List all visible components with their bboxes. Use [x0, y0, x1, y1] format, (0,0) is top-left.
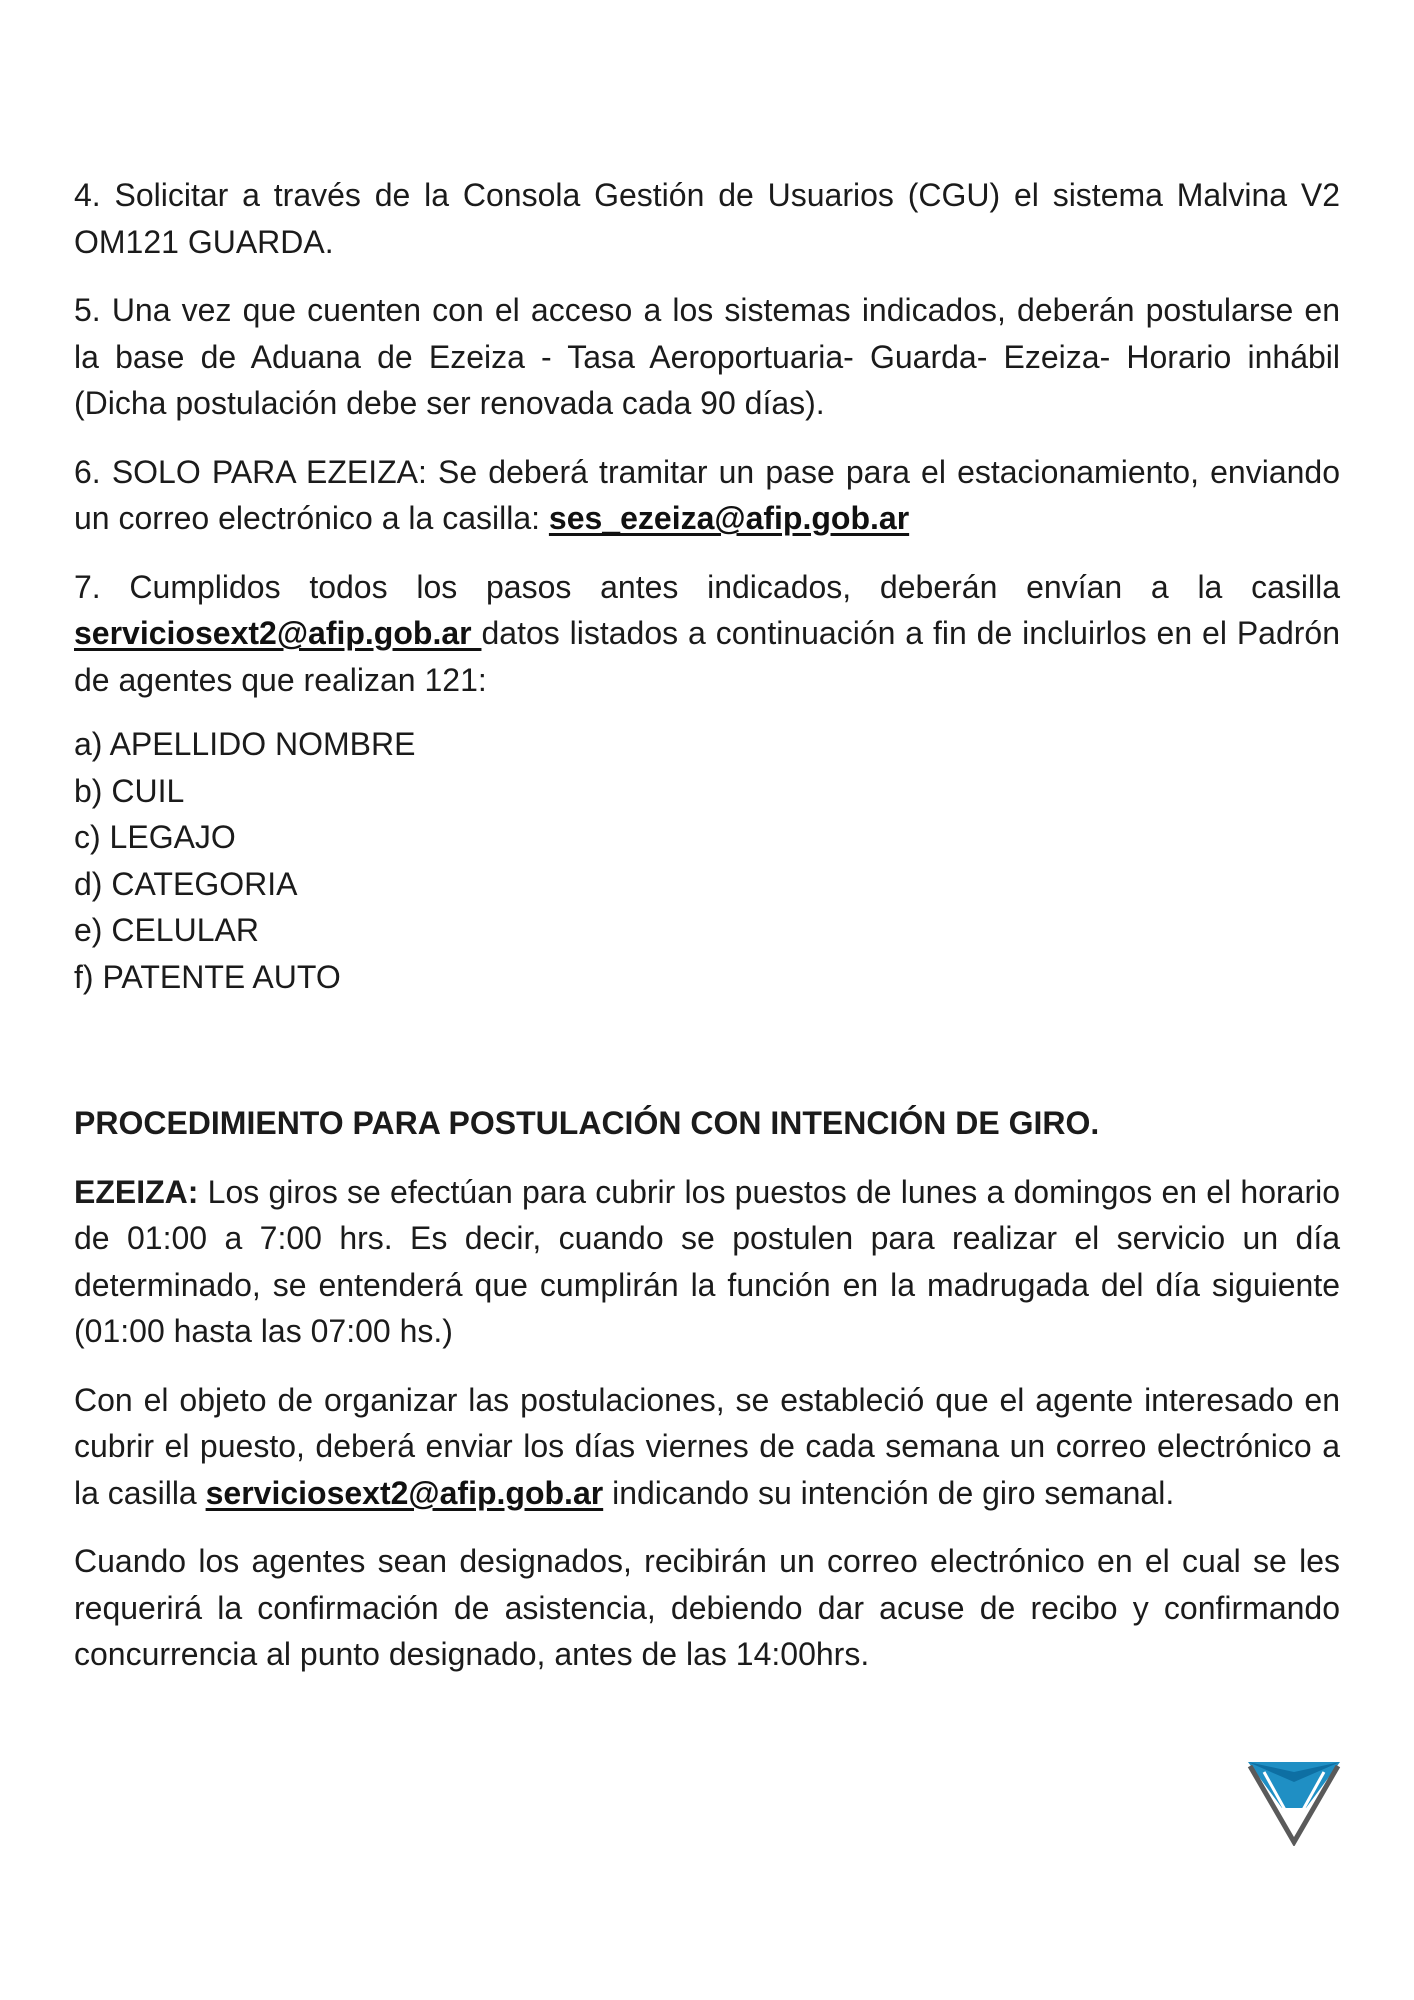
list-item: b) CUIL — [74, 772, 185, 809]
list-item: e) CELULAR — [74, 912, 259, 948]
step-4-text: 4. Solicitar a través de la Consola Gestión de Usuarios (CGU) el sistema Malvina V2 OM121 GUARDA. — [74, 177, 1340, 260]
postulation-text-after: indicando su intención de giro semanal. — [603, 1474, 1175, 1511]
ezeiza-label: EZEIZA: — [74, 1173, 199, 1210]
step-6-paragraph — [74, 449, 1340, 542]
required-data-list — [74, 721, 1340, 1000]
section-heading: PROCEDIMIENTO PARA POSTULACIÓN CON INTENCIÓN DE GIRO. — [74, 1105, 1100, 1141]
designation-text: Cuando los agentes sean designados, recibirán un correo electrónico en el cual se les requerirá la confirmación de asistencia, debiendo dar acuse de recibo y confirmando concurrencia al punto designado, antes de las 14:00hrs. — [74, 1543, 1340, 1672]
designation-paragraph — [74, 1538, 1340, 1678]
step-7-text-after: datos listados a continuación a fin de incluirlos en el Padrón de agentes que realizan 121: — [74, 615, 1340, 698]
postulation-text-before: Con el objeto de organizar las postulaciones, se estableció que el agente interesado en cubrir el puesto, deberá enviar los días viernes de cada semana un correo electrónico a la casilla — [74, 1381, 1340, 1511]
list-item: a) APELLIDO NOMBRE — [74, 726, 416, 762]
step-7-paragraph — [74, 564, 1340, 704]
step-7-text-before: 7. Cumplidos todos los pasos antes indicados, deberán envían a la casilla — [74, 568, 1340, 605]
ezeiza-text: Los giros se efectúan para cubrir los puestos de lunes a domingos en el horario de 01:00 a 7:00 hrs. Es decir, cuando se postulen para realizar el servicio un día determinado, se entenderá que cumplirán la función en la madrugada del día siguiente (01:00 hasta las 07:00 hs.) — [74, 1173, 1340, 1349]
postulation-paragraph — [74, 1377, 1340, 1517]
step-5-text: 5. Una vez que cuenten con el acceso a los sistemas indicados, deberán postularse en la base de Aduana de Ezeiza - Tasa Aeroportuaria- Guarda- Ezeiza- Horario inhábil (Dicha postulación debe ser renovada cada 90 días). — [74, 292, 1340, 421]
email-link-serviciosext2[interactable]: serviciosext2@afip.gob.ar — [74, 615, 482, 651]
step-5-paragraph — [74, 287, 1340, 427]
step-4-paragraph — [74, 172, 1340, 265]
email-link-serviciosext2-section[interactable]: serviciosext2@afip.gob.ar — [205, 1474, 604, 1511]
chevron-down-logo-icon — [1246, 1756, 1342, 1846]
list-item: f) PATENTE AUTO — [74, 958, 341, 995]
document-body — [74, 172, 1340, 1678]
list-item: c) LEGAJO — [74, 819, 236, 855]
email-link-ses-ezeiza[interactable]: ses_ezeiza@afip.gob.ar — [548, 500, 910, 536]
list-item: d) CATEGORIA — [74, 865, 298, 902]
ezeiza-paragraph — [74, 1169, 1340, 1355]
step-6-text: 6. SOLO PARA EZEIZA: Se deberá tramitar un pase para el estacionamiento, enviando un correo electrónico a la casilla: — [74, 453, 1340, 536]
